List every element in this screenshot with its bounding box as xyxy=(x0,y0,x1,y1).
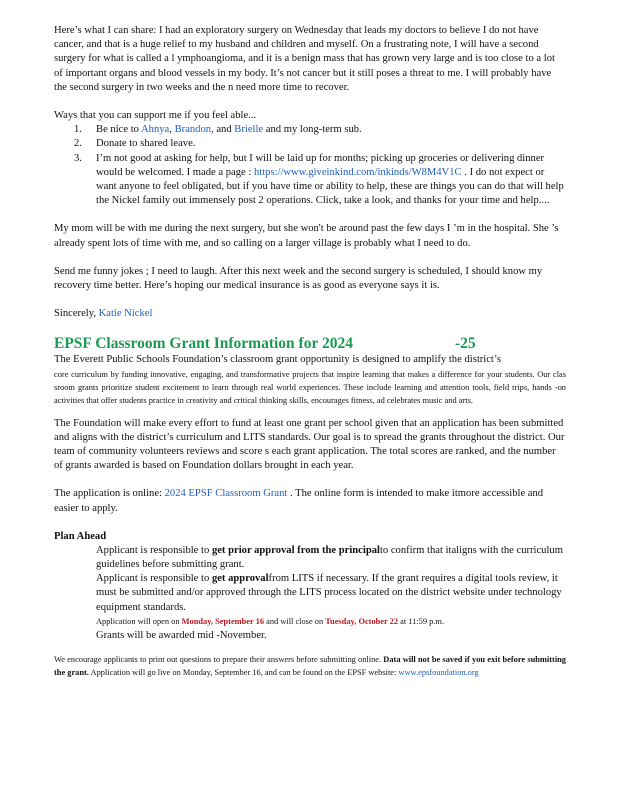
list-item xyxy=(54,152,566,209)
ways-intro: Ways that you can support me if you feel able... xyxy=(54,110,257,122)
list-text: Applicant is responsible to xyxy=(96,573,212,585)
document-page xyxy=(54,24,566,679)
jokes-paragraph: Send me funny jokes ; I need to laugh. After this next week and the second surgery is scheduled, I should know my recovery time better. Here’s hoping our medical insurance is as good as everyone says it is. xyxy=(54,265,543,292)
link-brandon[interactable]: Brandon xyxy=(174,124,212,136)
grant-form-link[interactable]: 2024 EPSF Classroom Grant xyxy=(164,488,288,500)
grant-title: EPSF Classroom Grant Information for 2024 xyxy=(54,335,353,353)
encourage-text: We encourage applicants to print out questions to prepare their answers before submitting online. xyxy=(54,655,384,665)
epsf-website-link[interactable]: www.epsfoundation.org xyxy=(398,668,479,678)
list-item xyxy=(54,123,566,137)
encourage-paragraph xyxy=(54,653,566,679)
encourage-text: Application will go live on Monday, September 16, and can be found on the EPSF website: xyxy=(88,668,399,678)
online-text: . The online form is intended to make itmore accessible and easier to apply. xyxy=(54,488,544,514)
open-date: Monday, September 16 xyxy=(181,616,265,626)
closing xyxy=(54,307,566,321)
encourage-warning: Data will not be saved if you exit before submitting the grant. xyxy=(54,655,566,678)
plan-heading: Plan Ahead xyxy=(54,530,107,542)
list-number: 1. xyxy=(74,124,82,136)
list-text: , xyxy=(169,124,175,136)
list-item xyxy=(54,629,566,643)
list-text: Grants will be awarded mid -November. xyxy=(96,630,267,642)
list-number: 3. xyxy=(74,152,82,164)
list-text: from LITS if necessary. If the grant requires a digital tools review, it must be submitted and/or approved through the LITS process located on the district website under technology equipment standards. xyxy=(96,573,562,613)
list-text: at 11:59 p.m. xyxy=(398,616,445,626)
grant-intro: The Everett Public Schools Foundation’s classroom grant opportunity is designed to amplify the district’s xyxy=(54,354,501,366)
grant-intro-small: core curriculum by funding innovative, engaging, and transformative projects that inspire learning that makes a difference for your students. Our clas sroom grants prioritize student excitement to learn through real world experiences. These include learning and attention tools, field trips, hands -on activities that offer students practice in creativity and critical thinking skills, encourages fitness, ad celebrates music and arts. xyxy=(54,369,566,405)
support-list xyxy=(54,123,566,208)
online-text: The application is online: xyxy=(54,488,165,500)
online-paragraph xyxy=(54,487,566,515)
close-date: Tuesday, October 22 xyxy=(325,616,399,626)
foundation-paragraph: The Foundation will make every effort to fund at least one grant per school given that an application has been submitted and aligns with the district’s curriculum and LITS standards. Our goal is to spread the grants throughout the district. Our team of community volunteers reviews and score s each grant application. The total scores are ranked, and the number of grants awarded is based on Foundation dollars brought in each year. xyxy=(54,417,565,472)
list-text: to confirm that italigns with the curriculum guidelines before submitting grant. xyxy=(96,544,563,571)
link-brielle[interactable]: Brielle xyxy=(234,124,264,136)
list-text: Be nice to xyxy=(96,124,142,136)
list-text: Application will open on xyxy=(96,616,182,626)
list-text-bold: get prior approval from the principal xyxy=(211,544,380,556)
list-number: 2. xyxy=(74,138,82,150)
list-text: . I do not expect or want anyone to feel obligated, but if you have time or ability to help, these are things you can do that will help the Nickel family out immensely post 2 operations. Click, take a look, and thanks for your time and help.... xyxy=(96,166,564,207)
list-item xyxy=(54,572,566,615)
giveinkind-link[interactable]: https://www.giveinkind.com/inkinds/W8M4V1C xyxy=(253,166,462,178)
signature-link[interactable]: Katie Nickel xyxy=(98,308,153,320)
list-text: and will close on xyxy=(264,616,326,626)
list-item xyxy=(54,544,566,572)
link-ahnya[interactable]: Ahnya xyxy=(141,124,170,136)
grant-heading xyxy=(54,335,566,353)
list-item xyxy=(54,137,566,151)
list-text: I’m not good at asking for help, but I will be laid up for months; picking up groceries or delivering dinner would be welcomed. I made a page : xyxy=(96,152,545,178)
list-text: Applicant is responsible to xyxy=(96,544,212,556)
surgery-paragraph: Here’s what I can share: I had an exploratory surgery on Wednesday that leads my doctors to believe I do not have cancer, and that is a huge relief to my husband and children and myself. On a frustrating note, I will have a second surgery for what is called a l ymphoangioma, and it is a benign mass that has grown very large and is too close to a lot of important organs and blood vessels in my body. It’s not cancer but it still poses a threat to me. I will probably have the second surgery in two weeks and the n need more time to recover. xyxy=(54,25,555,93)
closing-text: Sincerely, xyxy=(54,308,99,320)
grant-title-suffix: -25 xyxy=(454,335,476,353)
list-item xyxy=(54,615,566,629)
mom-paragraph: My mom will be with me during the next surgery, but she won't be around past the few days I ’m in the hospital. She ’s already spent lots of time with me, and so calling on a larger village is probably what I need to do. xyxy=(54,223,559,249)
list-text-bold: get approval xyxy=(211,573,269,585)
list-text: , and xyxy=(211,124,235,136)
plan-list xyxy=(54,544,566,643)
list-text: and my long-term sub. xyxy=(263,124,362,136)
list-text: Donate to shared leave. xyxy=(96,138,196,150)
